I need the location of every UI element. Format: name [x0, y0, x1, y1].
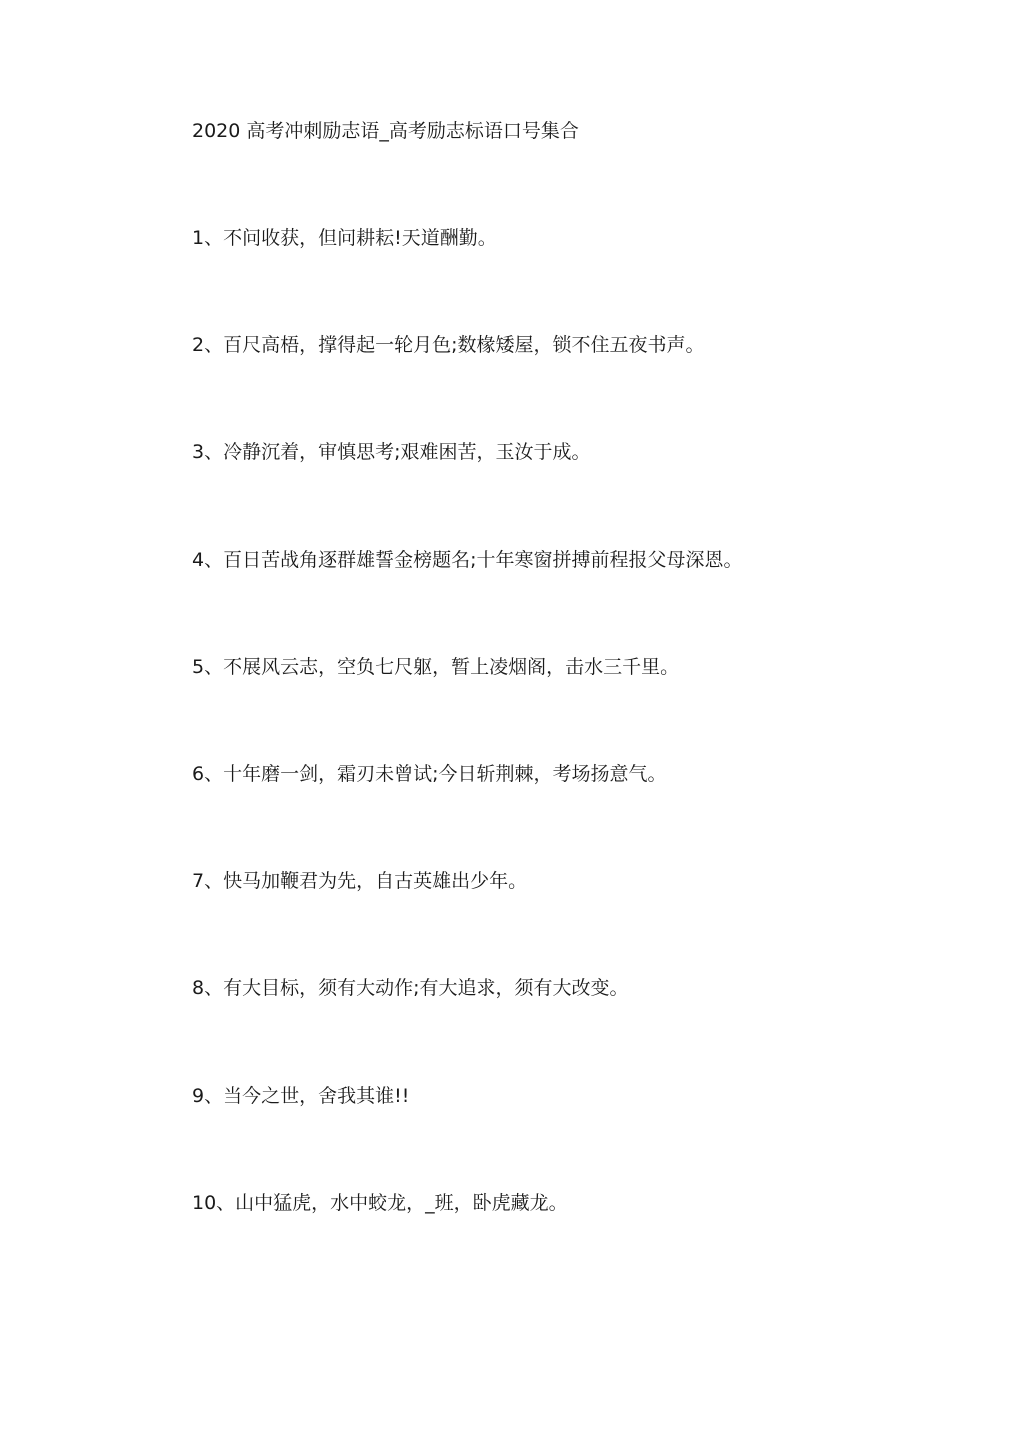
slogan-item: 10、山中猛虎，水中蛟龙，_班，卧虎藏龙。 [192, 1191, 568, 1214]
slogan-item: 2、百尺高梧，撑得起一轮月色;数椽矮屋，锁不住五夜书声。 [192, 334, 705, 357]
slogan-list [192, 224, 992, 1296]
slogan-item: 7、快马加鞭君为先，自古英雄出少年。 [192, 870, 528, 893]
slogan-item: 9、当今之世，舍我其谁!! [192, 1084, 410, 1107]
slogan-item: 6、十年磨一剑，霜刃未曾试;今日斩荆棘，考场扬意气。 [192, 762, 667, 785]
slogan-item: 4、百日苦战角逐群雄誓金榜题名;十年寒窗拼搏前程报父母深恩。 [192, 548, 743, 571]
slogan-item: 5、不展风云志，空负七尺躯，暂上凌烟阁，击水三千里。 [192, 655, 680, 678]
slogan-item: 1、不问收获，但问耕耘!天道酬勤。 [192, 227, 497, 249]
slogan-item: 3、冷静沉着，审慎思考;艰难困苦，玉汝于成。 [192, 441, 591, 464]
document-title: 2020 高考冲刺励志语_高考励志标语口号集合 [192, 120, 579, 142]
slogan-item: 8、有大目标，须有大动作;有大追求，须有大改变。 [192, 977, 629, 1000]
